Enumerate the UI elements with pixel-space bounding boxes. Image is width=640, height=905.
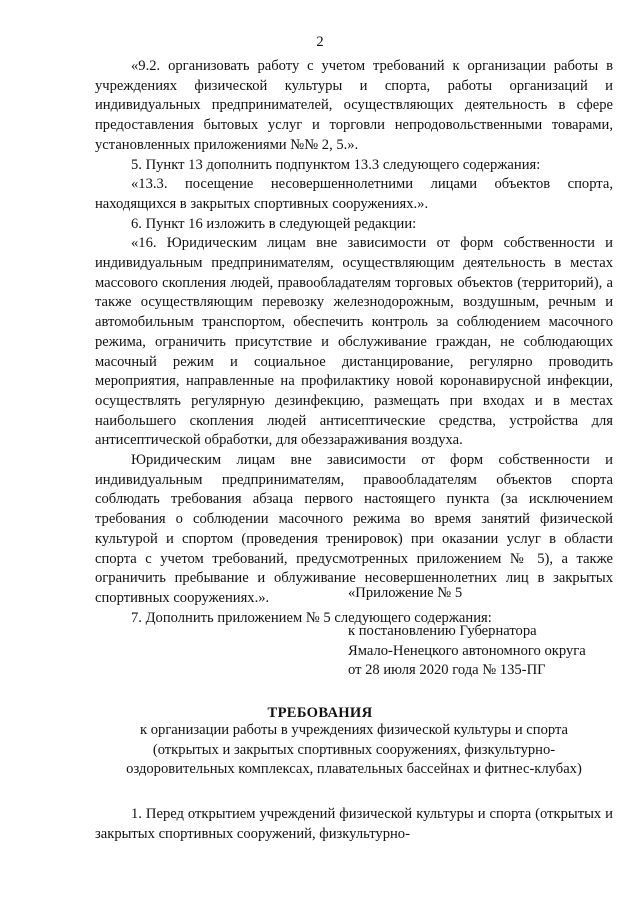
requirements-heading: ТРЕБОВАНИЯ bbox=[267, 705, 373, 721]
appendix-reference bbox=[348, 622, 628, 681]
paragraph-item-7: 7. Дополнить приложением № 5 следующего содержания: bbox=[131, 609, 492, 626]
paragraph-16: «16. Юридическим лицам вне зависимости от форм собственности и индивидуальным предпринимателям, осуществляющим деятельность в местах массового скопления людей, правообладателям торговых объектов (территорий), а также осуществляющим перевозку железнодорожным, воздушным, речным и автомобильным транспортом, обеспечить контроль за соблюдением масочного режима, ограничить присутствие и обслуживание граждан, не соблюдающих масочный режим и социальное дистанцирование, регулярно проводить мероприятия, направленные на профилактику новой коронавирусной инфекции, осуществлять регулярную дезинфекцию, размещать при входах и в местах наибольшего скопления людей антисептические средства, устройства для антисептической обработки, для обеззараживания воздуха. bbox=[95, 235, 613, 449]
appendix-ref-line: от 28 июля 2020 года № 135-ПГ bbox=[348, 662, 546, 679]
paragraph-13-3: «13.3. посещение несовершеннолетними лицами объектов спорта, находящихся в закрытых спортивных сооружениях.». bbox=[95, 176, 613, 212]
requirements-subtitle bbox=[95, 721, 613, 780]
requirement-item-1: 1. Перед открытием учреждений физической культуры и спорта (открытых и закрытых спортивных сооружений, физкультурно- bbox=[95, 806, 613, 842]
appendix-ref-line: к постановлению Губернатора bbox=[348, 623, 537, 639]
paragraph-16-second: Юридическим лицам вне зависимости от форм собственности и индивидуальным предпринимателям, правообладателям объектов спорта соблюдать требования абзаца первого настоящего пункта (за исключением требования о соблюдении масочного режима во время занятий физической культурой и спортом (проведения тренировок) при оказании услуг в области спорта с учетом требований, предусмотренных приложением № 5), а также ограничить пребывание и облуживание несовершеннолетних лиц в закрытых спортивных сооружениях.». bbox=[95, 452, 613, 606]
subtitle-line: к организации работы в учреждениях физической культуры и спорта bbox=[139, 722, 569, 738]
paragraph-item-5: 5. Пункт 13 дополнить подпунктом 13.3 следующего содержания: bbox=[131, 156, 541, 173]
body-text bbox=[95, 57, 613, 628]
appendix-ref-line: Ямало-Ненецкого автономного округа bbox=[348, 642, 586, 659]
paragraph-item-6: 6. Пункт 16 изложить в следующей редакции: bbox=[131, 215, 417, 232]
paragraph-9-2: «9.2. организовать работу с учетом требований к организации работы в учреждениях физической культуры и спорта, работы организаций и индивидуальных предпринимателей, осуществляющих деятельность в сфере предоставления бытовых услуг и торговли непродовольственными товарами, установленных приложениями №№ 2, 5.». bbox=[95, 58, 613, 153]
page-number: 2 bbox=[316, 34, 324, 50]
appendix-title: «Приложение № 5 bbox=[348, 585, 463, 601]
subtitle-line: оздоровительных комплексах, плавательных бассейнах и фитнес-клубах) bbox=[126, 761, 582, 778]
subtitle-line: (открытых и закрытых спортивных сооружениях, физкультурно- bbox=[152, 741, 556, 758]
requirements-body bbox=[95, 805, 613, 844]
